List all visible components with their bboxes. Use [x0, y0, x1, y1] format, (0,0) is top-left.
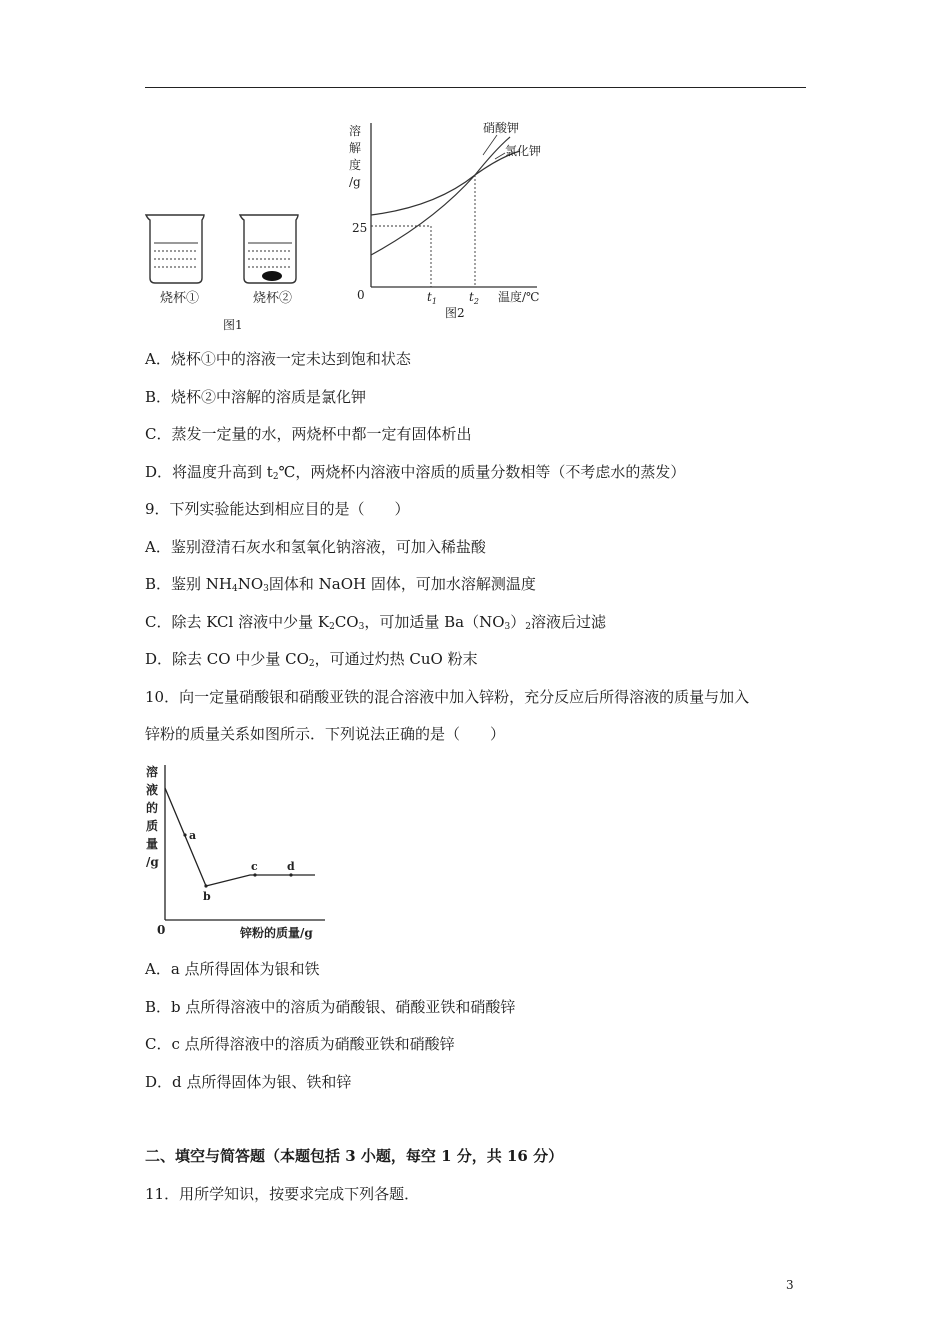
q10-option-d: D．d 点所得固体为银、铁和锌	[145, 1073, 352, 1091]
beaker-1-label: 烧杯①	[160, 291, 200, 306]
q10-label-a: a	[189, 829, 197, 842]
fig2-ylabel-1: 溶	[349, 124, 362, 138]
q10-ylabel-4: 质	[146, 819, 159, 833]
fig2-origin: 0	[357, 288, 365, 302]
curve-kcl	[371, 151, 520, 215]
q10-point-d	[289, 873, 292, 876]
fig2-ytick-25: 25	[352, 221, 368, 235]
q10-ylabel-1: 溶	[146, 765, 159, 779]
q10-ylabel-6: /g	[146, 855, 159, 869]
q10-point-a	[183, 833, 186, 836]
q10-option-a: A．a 点所得固体为银和铁	[145, 960, 320, 978]
beaker-2-label: 烧杯②	[253, 291, 293, 306]
fig2-ylabel-3: 度	[349, 158, 362, 172]
fig2-ylabel-2: 解	[349, 141, 362, 155]
q10-xlabel: 锌粉的质量/g	[240, 926, 313, 940]
q11-stem: 11．用所学知识，按要求完成下列各题．	[145, 1185, 420, 1203]
q9-option-d: D．除去 CO 中少量 $CO_2$，可通过灼热 CuO 粉末	[145, 650, 478, 669]
q8-option-b: B．烧杯②中溶解的溶质是氯化钾	[145, 388, 367, 406]
fig2-curve1-label: 硝酸钾	[483, 121, 520, 135]
q9-option-b: B．鉴别 $NH_4NO_3$固体和 NaOH 固体，可加水溶解测温度	[145, 575, 536, 594]
q10-ylabel-2: 液	[146, 783, 159, 797]
fig2-t1-label: $t_1$	[427, 290, 437, 306]
q10-stem-2: 锌粉的质量关系如图所示．下列说法正确的是（ ）	[145, 725, 506, 743]
q10-label-d: d	[287, 860, 295, 873]
q8-option-c: C．蒸发一定量的水，两烧杯中都一定有固体析出	[145, 425, 472, 443]
fig2-t2-label: $t_2$	[469, 290, 479, 306]
figure-1-caption: 图1	[223, 318, 243, 332]
figure-2-solubility	[335, 115, 585, 325]
q10-point-b	[204, 884, 207, 887]
beaker-1	[146, 215, 204, 283]
q10-label-b: b	[203, 890, 211, 903]
q10-ylabel-3: 的	[146, 801, 159, 815]
fig2-ylabel-4: /g	[349, 175, 361, 189]
q8-option-d: D．将温度升高到 $t_2℃$，两烧杯内溶液中溶质的质量分数相等（不考虑水的蒸发）	[145, 463, 686, 482]
figure-1-beakers	[140, 205, 310, 335]
q10-option-c: C．c 点所得溶液中的溶质为硝酸亚铁和硝酸锌	[145, 1035, 455, 1053]
q10-origin: 0	[157, 923, 166, 937]
fig2-xlabel: 温度/℃	[498, 290, 540, 304]
q10-label-c: c	[251, 860, 258, 873]
q9-option-a: A．鉴别澄清石灰水和氢氧化钠溶液，可加入稀盐酸	[145, 538, 486, 556]
q10-option-b: B．b 点所得溶液中的溶质为硝酸银、硝酸亚铁和硝酸锌	[145, 998, 516, 1016]
section-2-title: 二、填空与简答题（本题包括 3 小题，每空 1 分，共 16 分）	[145, 1147, 564, 1165]
q10-stem-1: 10．向一定量硝酸银和硝酸亚铁的混合溶液中加入锌粉，充分反应后所得溶液的质量与加入	[145, 688, 750, 706]
q10-point-c	[253, 873, 256, 876]
q10-graph	[140, 760, 340, 945]
header-rule	[145, 87, 806, 88]
page-number: 3	[786, 1278, 794, 1292]
figure-2-caption: 图2	[445, 306, 465, 320]
q8-option-a: A．烧杯①中的溶液一定未达到饱和状态	[145, 350, 411, 368]
q10-ylabel-5: 量	[146, 837, 159, 851]
fig2-curve2-label: 氯化钾	[505, 144, 542, 158]
q9-stem: 9．下列实验能达到相应目的是（ ）	[145, 500, 410, 518]
beaker-2	[240, 215, 298, 283]
q9-option-c: C．除去 KCl 溶液中少量 $K_2CO_3$，可加适量 $Ba(NO_3)_2$溶液后过滤	[145, 613, 606, 632]
